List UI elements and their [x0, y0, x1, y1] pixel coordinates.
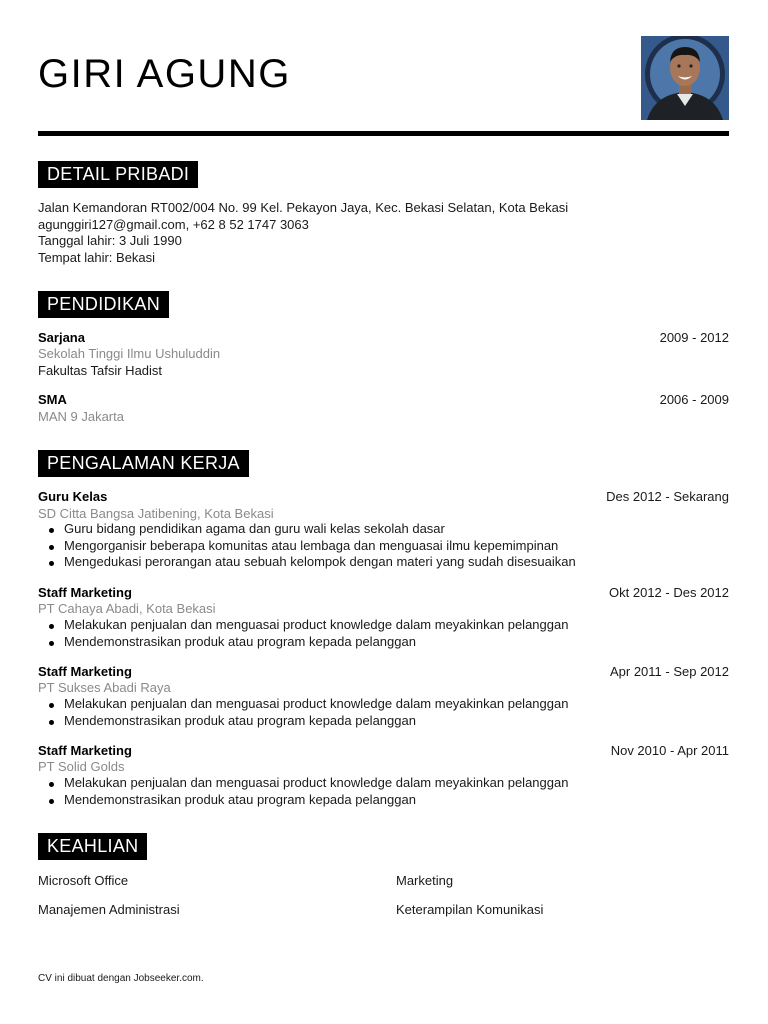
section-title-experience: PENGALAMAN KERJA: [38, 450, 249, 477]
job-duties: [38, 696, 568, 729]
education-period: 2006 - 2009: [659, 392, 729, 407]
job-title: Staff Marketing: [38, 585, 132, 600]
job-duty: Mendemonstrasikan produk atau program kepada pelanggan: [38, 792, 568, 809]
job-title: Staff Marketing: [38, 664, 132, 679]
contact: agunggiri127@gmail.com, +62 8 52 1747 3063: [38, 217, 309, 232]
job-company: SD Citta Bangsa Jatibening, Kota Bekasi: [38, 506, 274, 521]
job-company: PT Cahaya Abadi, Kota Bekasi: [38, 601, 216, 616]
job-period: Okt 2012 - Des 2012: [609, 585, 729, 600]
education-institution: MAN 9 Jakarta: [38, 409, 124, 424]
job-duties: [38, 775, 568, 808]
birth-date: Tanggal lahir: 3 Juli 1990: [38, 233, 182, 248]
job-duties: [38, 617, 568, 650]
education-degree: Sarjana: [38, 330, 85, 345]
job-company: PT Sukses Abadi Raya: [38, 680, 171, 695]
skill-item: Keterampilan Komunikasi: [396, 902, 544, 917]
job-duty: Guru bidang pendidikan agama dan guru wali kelas sekolah dasar: [38, 521, 576, 538]
birth-place: Tempat lahir: Bekasi: [38, 250, 156, 265]
job-duties: [38, 521, 576, 571]
job-duty: Mendemonstrasikan produk atau program kepada pelanggan: [38, 634, 568, 651]
skill-item: Manajemen Administrasi: [38, 902, 180, 917]
section-title-education: PENDIDIKAN: [38, 291, 169, 318]
job-duty: Melakukan penjualan dan menguasai product knowledge dalam meyakinkan pelanggan: [38, 696, 568, 713]
skill-item: Marketing: [396, 873, 454, 888]
footer-credit: CV ini dibuat dengan Jobseeker.com.: [38, 973, 204, 984]
job-duty: Mendemonstrasikan produk atau program kepada pelanggan: [38, 713, 568, 730]
header-divider: [38, 131, 729, 136]
job-period: Apr 2011 - Sep 2012: [609, 664, 729, 679]
education-institution: Sekolah Tinggi Ilmu Ushuluddin: [38, 346, 221, 361]
job-duty: Melakukan penjualan dan menguasai product knowledge dalam meyakinkan pelanggan: [38, 617, 568, 634]
education-degree: SMA: [38, 392, 67, 407]
job-period: Nov 2010 - Apr 2011: [610, 743, 729, 758]
section-title-personal: DETAIL PRIBADI: [38, 161, 198, 188]
job-duty: Mengorganisir beberapa komunitas atau lembaga dan menguasai ilmu kepemimpinan: [38, 538, 576, 555]
profile-photo: [641, 36, 729, 120]
education-detail: Fakultas Tafsir Hadist: [38, 363, 163, 378]
job-duty: Melakukan penjualan dan menguasai product knowledge dalam meyakinkan pelanggan: [38, 775, 568, 792]
job-period: Des 2012 - Sekarang: [606, 489, 729, 504]
education-period: 2009 - 2012: [659, 330, 729, 345]
job-company: PT Solid Golds: [38, 759, 125, 774]
job-duty: Mengedukasi perorangan atau sebuah kelompok dengan materi yang sudah disesuaikan: [38, 554, 576, 571]
job-title: Guru Kelas: [38, 489, 108, 504]
skill-item: Microsoft Office: [38, 873, 129, 888]
candidate-name: GIRI AGUNG: [38, 52, 291, 96]
job-title: Staff Marketing: [38, 743, 132, 758]
section-title-skills: KEAHLIAN: [38, 833, 147, 860]
address: Jalan Kemandoran RT002/004 No. 99 Kel. Pekayon Jaya, Kec. Bekasi Selatan, Kota Bekasi: [38, 200, 569, 215]
